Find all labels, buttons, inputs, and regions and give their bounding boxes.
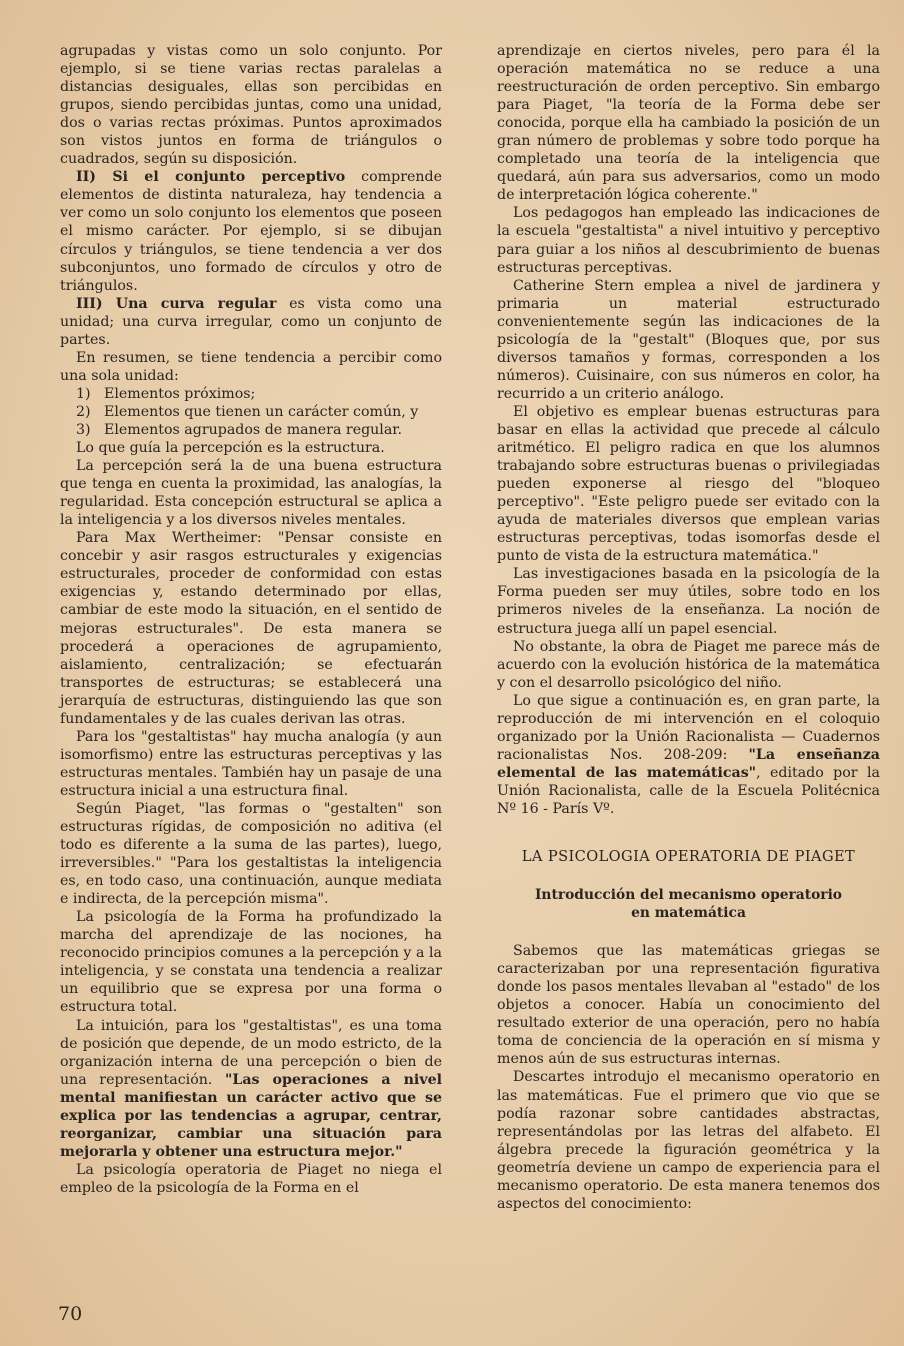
paragraph-text: comprende elementos de distinta naturaleza, hay tendencia a ver como un solo conjunto los elementos que poseen el mismo carácter. Por ejemplo, si se dibujan círculos y triángulos, se tiene tendencia a ver dos subconjuntos, uno formado de círculos y otro de triángulos. <box>60 169 442 294</box>
paragraph: Para Max Wertheimer: "Pensar consiste en concebir y asir rasgos estructurales y exigencias estructurales, proceder de conformidad con estas exigencias y, estando determinado por ellas, cambiar de este modo la situación, en el sentido de mejoras estructurales". De esta manera se procederá a operaciones de agrupamiento, aislamiento, centralización; se efectuarán transportes de estructuras; se establecerá una jerarquía de estructuras, distinguiendo las que son fundamentales y de las cuales derivan las otras. <box>60 530 442 727</box>
paragraph: agrupadas y vistas como un solo conjunto. Por ejemplo, si se tiene varias rectas paralelas a distancias desiguales, ellas son percibidas en grupos, siendo percibidas juntas, como una unidad, dos o varias rectas próximas. Puntos aproximados son vistos juntos en forma de triángulos o cuadrados, según su disposición. <box>60 43 442 168</box>
list-number: 1) <box>76 385 91 402</box>
paragraph: La psicología de la Forma ha profundizado la marcha del aprendizaje de las nociones, ha reconocido principios comunes a la percepción y a la inteligencia, y se constata una tendencia a realizar un equilibrio que se expresa por una forma o estructura total. <box>60 909 442 1016</box>
paragraph: Los pedagogos han empleado las indicaciones de la escuela "gestaltista" a nivel intuitivo y perceptivo para guiar a los niños al descubrimiento de buenas estructuras perceptivas. <box>497 205 880 276</box>
paragraph: Descartes introdujo el mecanismo operatorio en las matemáticas. Fue el primero que vio que se podía razonar sobre cantidades abstractas, representándolas por las letras del alfabeto. El álgebra precede la figuración geométrica y la geometría deviene un campo de experiencia para el mecanismo operatorio. De esta manera tenemos dos aspectos del conocimiento: <box>497 1069 880 1212</box>
subsection-heading-line: Introducción del mecanismo operatorio <box>534 887 843 904</box>
paragraph: No obstante, la obra de Piaget me parece más de acuerdo con la evolución histórica de la matemática y con el desarrollo psicológico del niño. <box>497 638 880 691</box>
bold-lead: II) Si el conjunto perceptivo <box>76 169 346 186</box>
list-item <box>60 403 442 421</box>
paragraph: Para los "gestaltistas" hay mucha analogía (y aun isomorfismo) entre las estructuras perceptivas y las estructuras mentales. También hay un pasaje de una estructura inicial a una estructura final. <box>60 728 442 799</box>
bold-lead: III) Una curva regular <box>76 295 277 312</box>
list-number: 3) <box>76 421 91 438</box>
paragraph <box>60 1017 442 1161</box>
paragraph: Lo que guía la percepción es la estructura. <box>76 440 385 457</box>
subsection-heading <box>497 886 880 922</box>
paragraph: Las investigaciones basada en la psicología de la Forma pueden ser muy útiles, sobre todo en los primeros niveles de la enseñanza. La noción de estructura juega allí un papel esencial. <box>497 566 880 637</box>
paragraph: Catherine Stern emplea a nivel de jardinera y primaria un material estructurado convenientemente según las indicaciones de la psicología de la "gestalt" (Bloques que, por sus diversos tamaños y formas, corresponden a los números). Cuisinaire, con sus números en color, ha recurrido a un criterio análogo. <box>497 277 880 402</box>
left-column <box>60 42 442 1197</box>
list-text: Elementos próximos; <box>104 385 256 402</box>
subsection-heading-line: en matemática <box>631 905 746 922</box>
paragraph: El objetivo es emplear buenas estructuras para basar en ellas la actividad que precede al cálculo aritmético. El peligro radica en que los alumnos trabajando sobre estructuras buenas o privilegiadas pueden exponerse al riesgo del "bloqueo perceptivo". "Este peligro puede ser evitado con la ayuda de materiales diversos que emplean varias estructuras perceptivas, todas isomorfas desde el punto de vista de la estructura matemática." <box>497 403 880 565</box>
paragraph: Según Piaget, "las formas o "gestalten" son estructuras rígidas, de composición no aditiva (el todo es diferente a la suma de las partes), luego, irreversibles." "Para los gestaltistas la inteligencia es, en todo caso, una continuación, aunque mediata e indirecta, de la percepción misma". <box>60 800 442 908</box>
paragraph <box>497 692 880 818</box>
list-text: Elementos agrupados de manera regular. <box>104 421 403 438</box>
paragraph-text: , editado por la Unión Racionalista, calle de la Escuela Politécnica Nº 16 - París Vº. <box>497 764 880 817</box>
paragraph <box>60 168 442 294</box>
paragraph-text: es vista como una unidad; una curva irregular, como un conjunto de partes. <box>60 295 442 348</box>
right-column <box>497 42 880 1213</box>
paragraph-text: Lo que sigue a continuación es, en gran parte, la reproducción de mi intervención en el coloquio organizado por la Unión Racionalista — Cuadernos racionalistas Nos. 208-209: <box>497 692 880 763</box>
paragraph: En resumen, se tiene tendencia a percibir como una sola unidad: <box>60 349 442 384</box>
section-heading: LA PSICOLOGIA OPERATORIA DE PIAGET <box>521 848 856 866</box>
paragraph: La psicología operatoria de Piaget no niega el empleo de la psicología de la Forma en el <box>60 1161 442 1196</box>
list-number: 2) <box>76 403 91 420</box>
bold-title-quote: "La enseñanza elemental de las matemáticas" <box>497 746 880 781</box>
bold-quote: "Las operaciones a nivel mental manifiestan un carácter activo que se explica por las tendencias a agrupar, centrar, reorganizar, cambiar una situación para mejorarla y obtener una estructura mejor." <box>60 1071 442 1160</box>
page-number: 70 <box>58 1303 83 1325</box>
paragraph-text: La intuición, para los "gestaltistas", es una toma de posición que depende, de un modo estricto, de la organización interna de una percepción o bien de una representación. <box>60 1017 442 1088</box>
paragraph: La percepción será la de una buena estructura que tenga en cuenta la proximidad, las analogías, la regularidad. Esta concepción estructural se aplica a la inteligencia y a los diversos niveles mentales. <box>60 458 442 529</box>
list-item <box>60 421 442 439</box>
paragraph: aprendizaje en ciertos niveles, pero para él la operación matemática no se reduce a una reestructuración de orden perceptivo. Sin embargo para Piaget, "la teoría de la Forma debe ser conocida, porque ella ha cambiado la posición de un gran número de problemas y sobre todo porque ha completado una teoría de la inteligencia que quedará, aún para sus adversarios, como un modo de interpretación lógica coherente." <box>497 43 880 204</box>
paragraph <box>60 295 442 349</box>
paragraph: Sabemos que las matemáticas griegas se caracterizaban por una representación figurativa donde los pasos mentales llevaban al "estado" de los objetos a conocer. Había un conocimiento del resultado exterior de una operación, pero no había toma de conciencia de la operación en sí misma y menos aún de sus estructuras internas. <box>497 943 880 1068</box>
list-item <box>60 385 442 403</box>
list-text: Elementos que tienen un carácter común, y <box>104 403 419 420</box>
